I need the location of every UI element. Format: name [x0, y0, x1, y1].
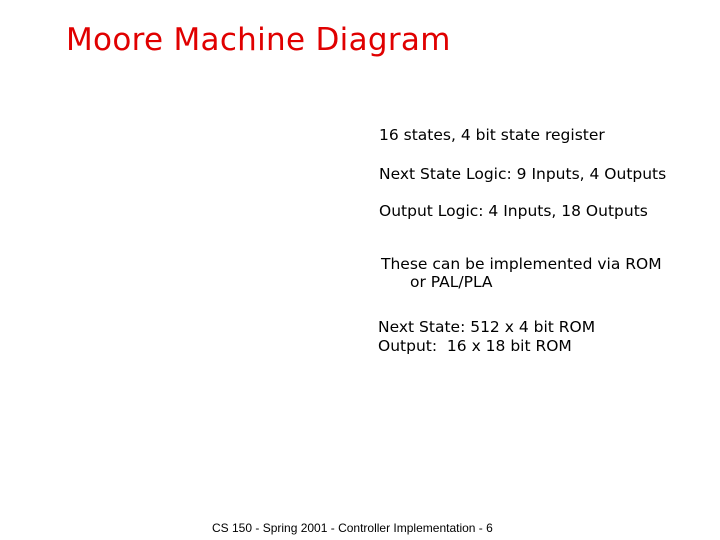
slide-title: Moore Machine Diagram [66, 22, 451, 58]
next-state-logic-line: Next State Logic: 9 Inputs, 4 Outputs [379, 165, 667, 183]
implementation-line-2: or PAL/PLA [410, 273, 493, 291]
next-state-rom-line: Next State: 512 x 4 bit ROM [378, 318, 596, 336]
slide-footer: CS 150 - Spring 2001 - Controller Implementation - 6 [212, 521, 493, 535]
output-logic-line: Output Logic: 4 Inputs, 18 Outputs [379, 202, 648, 220]
states-line: 16 states, 4 bit state register [379, 126, 605, 144]
output-rom-line: Output: 16 x 18 bit ROM [378, 337, 572, 355]
implementation-line-1: These can be implemented via ROM [381, 255, 662, 273]
